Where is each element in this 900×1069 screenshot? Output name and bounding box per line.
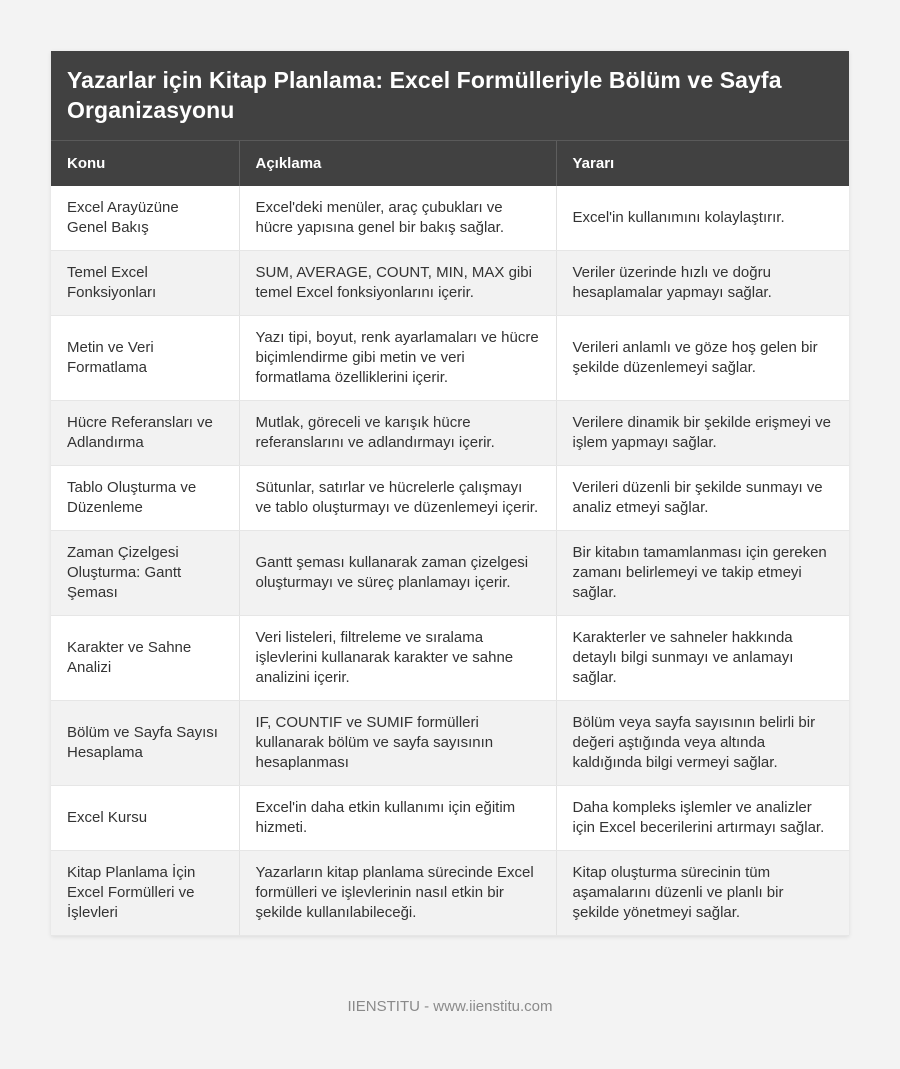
table-row [51,616,849,701]
cell-topic: Temel Excel Fonksiyonları [51,251,239,316]
page-title: Yazarlar için Kitap Planlama: Excel Formülleriyle Bölüm ve Sayfa Organizasyonu [67,67,782,123]
cell-description: Gantt şeması kullanarak zaman çizelgesi oluşturmayı ve süreç planlamayı içerir. [239,531,556,616]
cell-description: Yazarların kitap planlama sürecinde Excel formülleri ve işlevlerinin nasıl etkin bir şekilde kullanılabileceği. [239,851,556,936]
header-row [51,141,849,186]
cell-benefit: Verilere dinamik bir şekilde erişmeyi ve işlem yapmayı sağlar. [556,401,849,466]
table-row [51,701,849,786]
table-row [51,786,849,851]
cell-description: Mutlak, göreceli ve karışık hücre referanslarını ve adlandırmayı içerir. [239,401,556,466]
info-table [51,141,849,936]
cell-benefit: Karakterler ve sahneler hakkında detaylı bilgi sunmayı ve anlamayı sağlar. [556,616,849,701]
column-header-konu: Konu [51,141,239,186]
column-header-yarari: Yararı [556,141,849,186]
cell-benefit: Daha kompleks işlemler ve analizler için Excel becerilerini artırmayı sağlar. [556,786,849,851]
cell-topic: Karakter ve Sahne Analizi [51,616,239,701]
column-header-aciklama: Açıklama [239,141,556,186]
cell-topic: Tablo Oluşturma ve Düzenleme [51,466,239,531]
cell-description: Sütunlar, satırlar ve hücrelerle çalışmayı ve tablo oluşturmayı ve düzenlemeyi içerir. [239,466,556,531]
cell-description: Veri listeleri, filtreleme ve sıralama işlevlerini kullanarak karakter ve sahne analizini içerir. [239,616,556,701]
cell-benefit: Bölüm veya sayfa sayısının belirli bir değeri aştığında veya altında kaldığında bilgi vermeyi sağlar. [556,701,849,786]
cell-description: Yazı tipi, boyut, renk ayarlamaları ve hücre biçimlendirme gibi metin ve veri formatlama özelliklerini içerir. [239,316,556,401]
footer-credit: IIENSTITU - www.iienstitu.com [347,998,553,1015]
table-row [51,851,849,936]
cell-topic: Kitap Planlama İçin Excel Formülleri ve İşlevleri [51,851,239,936]
content-card [51,51,849,936]
cell-topic: Excel Arayüzüne Genel Bakış [51,186,239,251]
cell-topic: Zaman Çizelgesi Oluşturma: Gantt Şeması [51,531,239,616]
cell-benefit: Verileri anlamlı ve göze hoş gelen bir şekilde düzenlemeyi sağlar. [556,316,849,401]
cell-benefit: Verileri düzenli bir şekilde sunmayı ve analiz etmeyi sağlar. [556,466,849,531]
cell-description: Excel'in daha etkin kullanımı için eğitim hizmeti. [239,786,556,851]
table-row [51,466,849,531]
cell-benefit: Excel'in kullanımını kolaylaştırır. [556,186,849,251]
table-body [51,186,849,936]
table-row [51,251,849,316]
cell-description: IF, COUNTIF ve SUMIF formülleri kullanarak bölüm ve sayfa sayısının hesaplanması [239,701,556,786]
cell-description: Excel'deki menüler, araç çubukları ve hücre yapısına genel bir bakış sağlar. [239,186,556,251]
title-bar [51,51,849,141]
table-row [51,316,849,401]
cell-topic: Excel Kursu [51,786,239,851]
cell-topic: Hücre Referansları ve Adlandırma [51,401,239,466]
cell-benefit: Bir kitabın tamamlanması için gereken zamanı belirlemeyi ve takip etmeyi sağlar. [556,531,849,616]
cell-benefit: Kitap oluşturma sürecinin tüm aşamalarını düzenli ve planlı bir şekilde yönetmeyi sağlar. [556,851,849,936]
table-row [51,401,849,466]
table-row [51,186,849,251]
cell-topic: Bölüm ve Sayfa Sayısı Hesaplama [51,701,239,786]
cell-topic: Metin ve Veri Formatlama [51,316,239,401]
table-row [51,531,849,616]
table-header [51,141,849,186]
cell-benefit: Veriler üzerinde hızlı ve doğru hesaplamalar yapmayı sağlar. [556,251,849,316]
cell-description: SUM, AVERAGE, COUNT, MIN, MAX gibi temel Excel fonksiyonlarını içerir. [239,251,556,316]
